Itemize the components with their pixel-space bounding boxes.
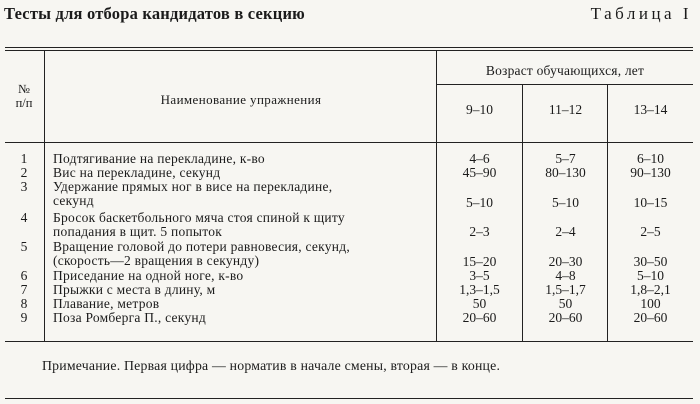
row-7-age-9-10: 1,3–1,5 bbox=[459, 282, 500, 297]
row-9-name: Поза Ромберга П., секунд bbox=[53, 310, 206, 325]
header-age-11-12: 11–12 bbox=[548, 102, 583, 117]
row-5-name-line-1: Вращение головой до потери равновесия, секунд, bbox=[53, 239, 350, 254]
header-exercise-name: Наименование упражнения bbox=[160, 92, 322, 107]
row-8-age-13-14: 100 bbox=[640, 296, 661, 311]
row-6-age-9-10: 3–5 bbox=[469, 268, 490, 283]
header-age-group: Возраст обучающихся, лет bbox=[485, 63, 645, 78]
col-divider-number bbox=[44, 51, 45, 341]
row-3-age-9-10: 5–10 bbox=[466, 195, 493, 210]
row-4-age-9-10: 2–3 bbox=[469, 224, 490, 239]
row-8-age-9-10: 50 bbox=[472, 296, 487, 311]
row-7-name: Прыжки с места в длину, м bbox=[53, 282, 216, 297]
row-1-number: 1 bbox=[20, 151, 28, 166]
row-6-age-11-12: 4–8 bbox=[555, 268, 576, 283]
row-8-number: 8 bbox=[20, 296, 28, 311]
row-2-name: Вис на перекладине, секунд bbox=[53, 165, 221, 180]
table-bottom-rule bbox=[5, 341, 693, 342]
row-4-number: 4 bbox=[20, 210, 28, 225]
row-5-age-11-12: 20–30 bbox=[548, 254, 583, 269]
row-4-age-13-14: 2–5 bbox=[640, 224, 661, 239]
row-3-name-line-1: Удержание прямых ног в висе на перекладине, bbox=[53, 179, 333, 194]
table-title: Тесты для отбора кандидатов в секцию bbox=[4, 4, 305, 23]
row-5-age-9-10: 15–20 bbox=[462, 254, 497, 269]
header-age-13-14: 13–14 bbox=[633, 102, 668, 117]
row-7-number: 7 bbox=[20, 282, 28, 297]
row-3-age-11-12: 5–10 bbox=[552, 195, 579, 210]
row-2-age-13-14: 90–130 bbox=[630, 165, 671, 180]
row-1-age-9-10: 4–6 bbox=[469, 151, 490, 166]
top-double-rule-a bbox=[5, 47, 693, 48]
top-double-rule-b bbox=[5, 50, 693, 51]
row-3-age-13-14: 10–15 bbox=[633, 195, 668, 210]
row-7-age-13-14: 1,8–2,1 bbox=[630, 282, 671, 297]
table-footnote: Примечание. Первая цифра — норматив в начале смены, вторая — в конце. bbox=[42, 358, 501, 373]
row-3-name-line-2: секунд bbox=[53, 193, 94, 208]
row-1-name: Подтягивание на перекладине, к-во bbox=[53, 151, 265, 166]
row-4-name-line-2: попадания в щит. 5 попыток bbox=[53, 224, 223, 239]
header-number bbox=[5, 82, 43, 110]
page-bottom-rule bbox=[5, 398, 693, 399]
table-number: Таблица I bbox=[590, 4, 692, 23]
row-9-age-13-14: 20–60 bbox=[633, 310, 668, 325]
row-6-age-13-14: 5–10 bbox=[637, 268, 664, 283]
row-4-name-line-1: Бросок баскетбольного мяча стоя спиной к щиту bbox=[53, 210, 345, 225]
row-9-age-9-10: 20–60 bbox=[462, 310, 497, 325]
header-bottom-rule bbox=[5, 142, 693, 143]
row-3-number: 3 bbox=[20, 179, 28, 194]
row-1-age-13-14: 6–10 bbox=[637, 151, 664, 166]
row-4-age-11-12: 2–4 bbox=[555, 224, 576, 239]
row-8-age-11-12: 50 bbox=[558, 296, 573, 311]
row-5-number: 5 bbox=[20, 239, 28, 254]
row-9-number: 9 bbox=[20, 310, 28, 325]
header-number-symbol: № bbox=[18, 82, 30, 96]
row-9-age-11-12: 20–60 bbox=[548, 310, 583, 325]
age-subheader-rule bbox=[437, 84, 693, 85]
table-caption bbox=[4, 2, 694, 26]
header-age-9-10: 9–10 bbox=[466, 102, 493, 117]
row-2-age-9-10: 45–90 bbox=[462, 165, 497, 180]
row-8-name: Плавание, метров bbox=[53, 296, 160, 311]
row-5-name-line-2: (скорость—2 вращения в секунду) bbox=[53, 253, 260, 268]
row-7-age-11-12: 1,5–1,7 bbox=[545, 282, 586, 297]
row-6-number: 6 bbox=[20, 268, 28, 283]
row-2-number: 2 bbox=[20, 165, 28, 180]
header-number-abbrev: п/п bbox=[15, 96, 33, 110]
row-6-name: Приседание на одной ноге, к-во bbox=[53, 268, 244, 283]
row-1-age-11-12: 5–7 bbox=[555, 151, 576, 166]
row-5-age-13-14: 30–50 bbox=[633, 254, 668, 269]
row-2-age-11-12: 80–130 bbox=[545, 165, 586, 180]
